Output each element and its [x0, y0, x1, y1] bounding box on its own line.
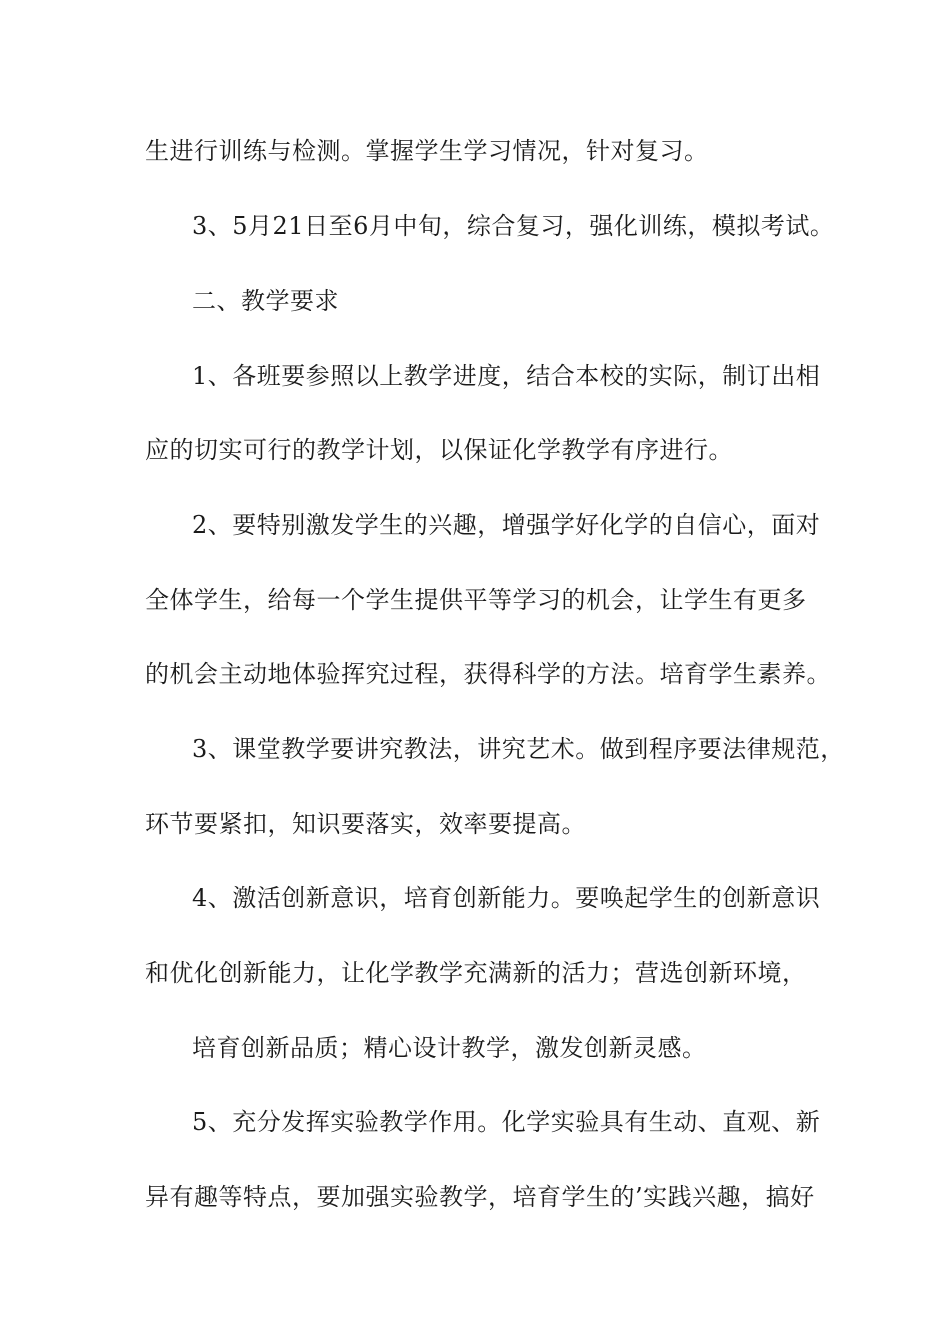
text-line: 全体学生，给每一个学生提供平等学习的机会，让学生有更多 — [145, 586, 807, 614]
text-line: 培育创新品质；精心设计教学，激发创新灵感。 — [192, 1034, 707, 1062]
text-line: 4、激活创新意识，培育创新能力。要唤起学生的创新意识 — [192, 884, 821, 912]
text-line: 3、5月21日至6月中旬，综合复习，强化训练，模拟考试。 — [192, 212, 835, 240]
text-line: 3、课堂教学要讲究教法，讲究艺术。做到程序要法律规范， — [192, 735, 845, 763]
section-heading: 二、教学要求 — [192, 287, 339, 315]
text-line: 和优化创新能力，让化学教学充满新的活力；营选创新环境， — [145, 959, 807, 987]
text-line: 应的切实可行的教学计划，以保证化学教学有序进行。 — [145, 436, 733, 464]
text-line: 的机会主动地体验挥究过程，获得科学的方法。培育学生素养。 — [145, 660, 831, 688]
text-line: 异有趣等特点，要加强实验教学，培育学生的’实践兴趣，搞好 — [145, 1183, 815, 1211]
text-line: 2、要特别激发学生的兴趣，增强学好化学的自信心，面对 — [192, 511, 821, 539]
text-line: 5、充分发挥实验教学作用。化学实验具有生动、直观、新 — [192, 1108, 821, 1136]
text-line: 环节要紧扣，知识要落实，效率要提高。 — [145, 810, 586, 838]
text-line: 生进行训练与检测。掌握学生学习情况，针对复习。 — [145, 137, 709, 165]
text-line: 1、各班要参照以上教学进度，结合本校的实际，制订出相 — [192, 362, 821, 390]
